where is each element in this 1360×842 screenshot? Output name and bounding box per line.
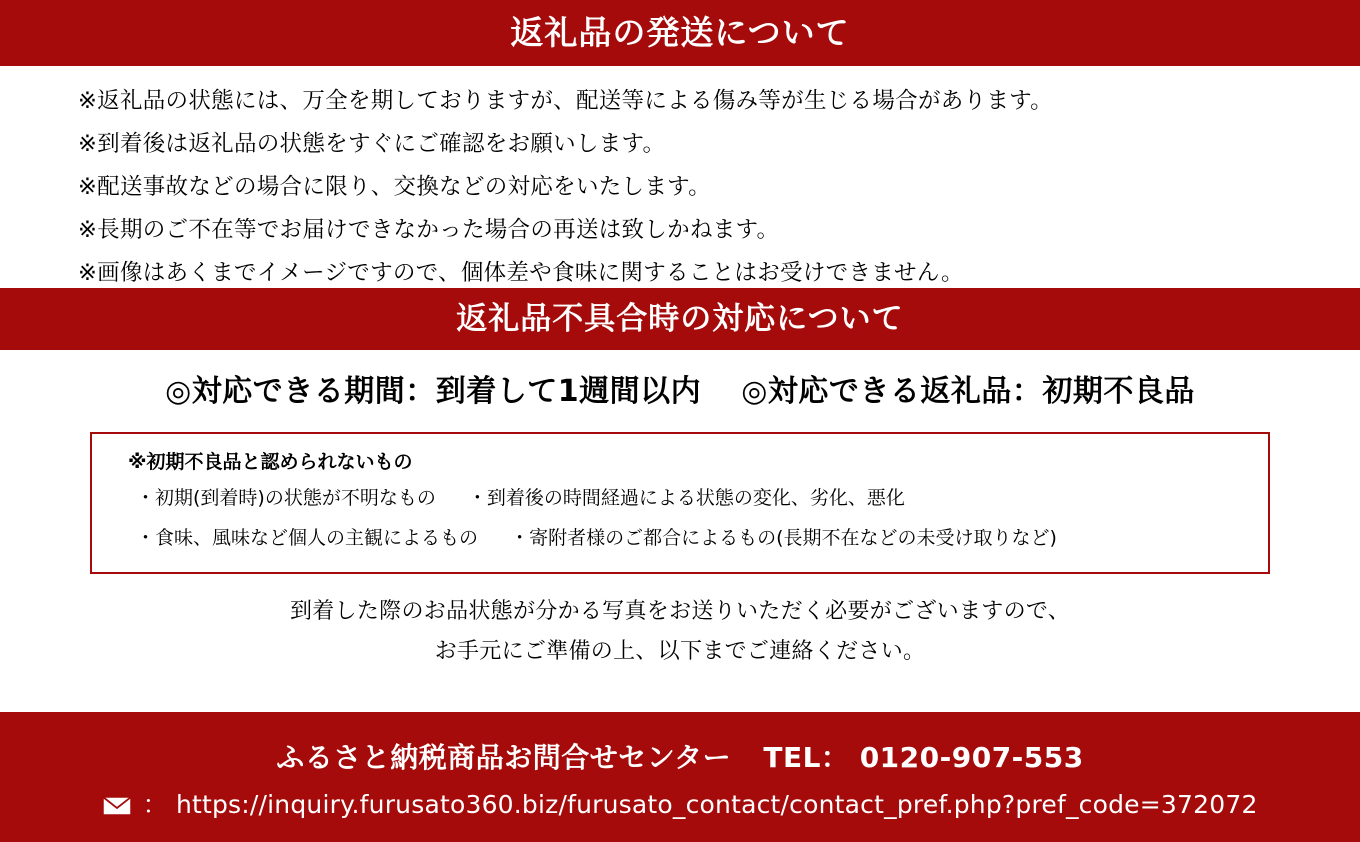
shipping-note: ※画像はあくまでイメージですので、個体差や食味に関することはお受けできません。: [78, 260, 964, 286]
mail-separator: ：: [142, 789, 168, 819]
shipping-section-heading: 返礼品の発送について: [0, 0, 1360, 66]
contact-center-line: [0, 734, 1360, 782]
defect-exclusions-title: ※初期不良品と認められないもの: [128, 451, 413, 473]
tel-label: TEL：: [763, 740, 850, 774]
defect-exclusion-row: [112, 518, 1248, 558]
defect-conditions: [0, 366, 1360, 410]
defect-target-label: ◎対応できる返礼品：初期不良品: [741, 374, 1195, 409]
defect-policy-section: [0, 350, 1360, 712]
defect-closing-line: 到着した際のお品状態が分かる写真をお送りいただく必要がございますので、: [289, 599, 1071, 624]
contact-url[interactable]: https://inquiry.furusato360.biz/furusato_contact/contact_pref.php?pref_code=372072: [175, 789, 1258, 819]
contact-footer: [0, 712, 1360, 842]
contact-url-line: [0, 782, 1360, 831]
defect-exclusion-row: [112, 478, 1248, 518]
tel-number[interactable]: 0120-907-553: [859, 740, 1084, 774]
shipping-notes-section: [0, 66, 1360, 288]
defect-exclusion-item: ・食味、風味など個人の主観によるもの: [136, 527, 479, 549]
shipping-note: ※配送事故などの場合に限り、交換などの対応をいたします。: [78, 174, 711, 200]
defect-section-heading: 返礼品不具合時の対応について: [0, 288, 1360, 350]
defect-exclusion-item: ・寄附者様のご都合によるもの(長期不在などの未受け取りなど): [510, 527, 1057, 549]
defect-closing-line: お手元にご準備の上、以下までご連絡ください。: [434, 639, 926, 664]
defect-exclusion-item: ・到着後の時間経過による状態の変化、劣化、悪化: [467, 487, 905, 509]
defect-period-label: ◎対応できる期間：到着して1週間以内: [165, 374, 702, 409]
defect-exclusions-box: [90, 432, 1270, 574]
envelope-icon: [102, 785, 132, 831]
contact-center-name: ふるさと納税商品お問合せセンター: [276, 740, 732, 774]
defect-closing-text: [0, 592, 1360, 672]
shipping-note: ※到着後は返礼品の状態をすぐにご確認をお願いします。: [78, 131, 666, 157]
shipping-note: ※返礼品の状態には、万全を期しておりますが、配送等による傷み等が生じる場合があります。: [78, 88, 1053, 114]
shipping-note: ※長期のご不在等でお届けできなかった場合の再送は致しかねます。: [78, 217, 780, 243]
defect-exclusion-item: ・初期(到着時)の状態が不明なもの: [136, 487, 436, 509]
